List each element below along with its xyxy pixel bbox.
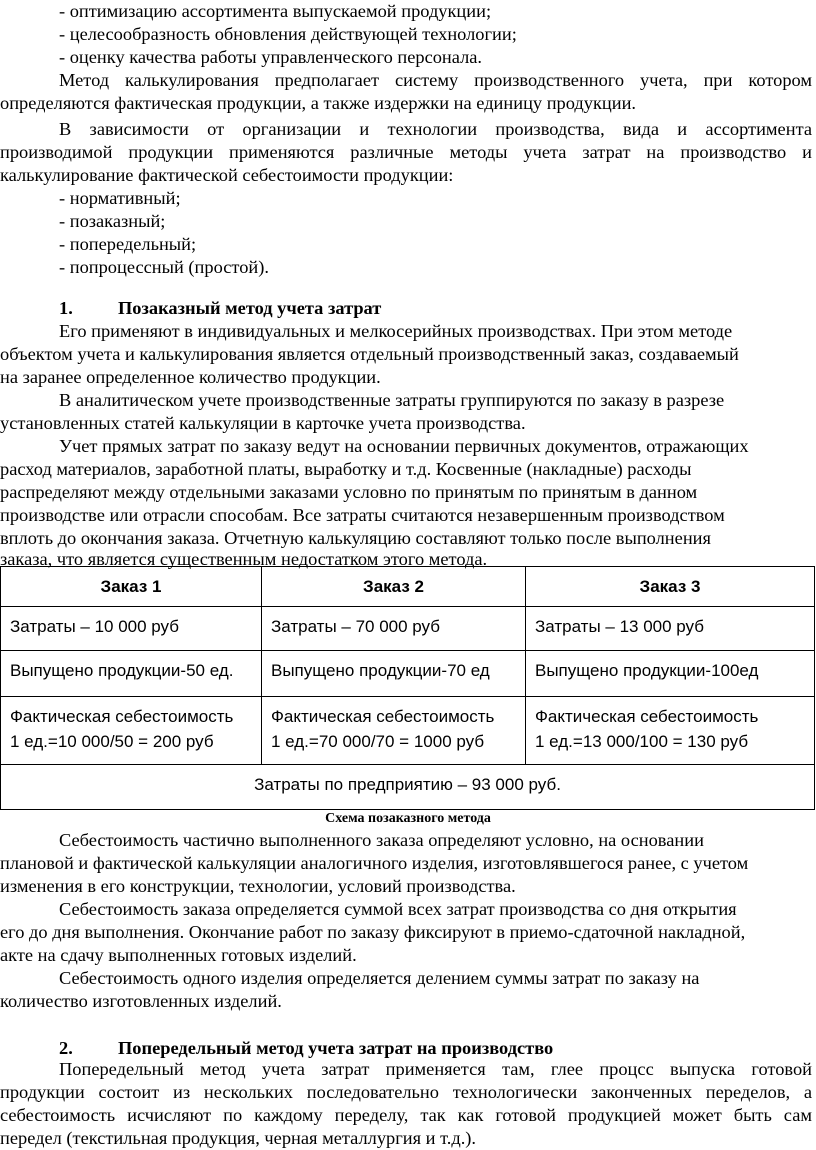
unit-cost-label: Фактическая себестоимость [10, 707, 234, 726]
paragraph-line: вплоть до окончания заказа. Отчетную калькуляцию составляют только после выполнения [0, 528, 711, 548]
paragraph-line: распределяют между отдельными заказами условно по принятым по принятым в данном [0, 482, 698, 502]
paragraph-line: на заранее определенное количество продукции. [0, 367, 381, 387]
order-3-unit-cost [526, 697, 815, 765]
paragraph-line: определяются фактическая продукции, а также издержки на единицу продукции. [0, 93, 637, 113]
method-item: - попередельный; [59, 234, 197, 254]
paragraph-line: Учет прямых затрат по заказу ведут на основании первичных документов, отражающих [59, 436, 749, 456]
order-3-costs: Затраты – 13 000 руб [526, 607, 815, 651]
order-2-costs: Затраты – 70 000 руб [262, 607, 526, 651]
order-2-output: Выпущено продукции-70 ед [262, 651, 526, 697]
intro-item: - оптимизацию ассортимента выпускаемой продукции; [59, 1, 492, 21]
section-number: 1. [59, 298, 73, 318]
paragraph-line: акте на сдачу выполненных готовых изделий. [0, 945, 357, 965]
method-item: - нормативный; [59, 188, 181, 208]
unit-cost-calc: 1 ед.=13 000/100 = 130 руб [535, 732, 749, 751]
paragraph-line: передел (текстильная продукция, черная металлургия и т.д.). [0, 1128, 477, 1148]
paragraph-line: Его применяют в индивидуальных и мелкосерийных производствах. При этом методе [59, 321, 733, 341]
unit-cost-calc: 1 ед.=10 000/50 = 200 руб [10, 732, 214, 751]
orders-schema-table [0, 566, 815, 810]
paragraph-line: его до дня выполнения. Окончание работ по заказу фиксируют в приемо-сдаточной накладной, [0, 922, 746, 942]
paragraph-line: количество изготовленных изделий. [0, 991, 282, 1011]
paragraph-line: Себестоимость заказа определяется суммой всех затрат производства со дня открытия [59, 899, 737, 919]
unit-cost-label: Фактическая себестоимость [271, 707, 495, 726]
paragraph-line: В аналитическом учете производственные затраты группируются по заказу в разрезе [59, 390, 725, 410]
intro-item: - оценку качества работы управленческого персонала. [59, 47, 483, 67]
paragraph-line: расход материалов, заработной платы, выработку и т.д. Косвенные (накладные) расходы [0, 459, 692, 479]
paragraph-line: Попередельный метод учета затрат применяется там, глее процсс выпуска готовой [59, 1059, 812, 1079]
paragraph-line: калькулирование фактической себестоимости продукции: [0, 165, 454, 185]
order-1-output: Выпущено продукции-50 ед. [1, 651, 262, 697]
unit-cost-label: Фактическая себестоимость [535, 707, 759, 726]
order-2-title: Заказ 2 [262, 567, 526, 607]
paragraph-line: Себестоимость частично выполненного заказа определяют условно, на основании [59, 830, 704, 850]
table-row [1, 607, 815, 651]
paragraph-line: установленных статей калькуляции в карточке учета производства. [0, 413, 526, 433]
order-3-title: Заказ 3 [526, 567, 815, 607]
table-caption: Схема позаказного метода [325, 811, 491, 826]
method-item: - позаказный; [59, 211, 166, 231]
enterprise-total: Затраты по предприятию – 93 000 руб. [1, 765, 815, 810]
intro-item: - целесообразность обновления действующей технологии; [59, 24, 517, 44]
method-item: - попроцессный (простой). [59, 257, 269, 277]
paragraph-line: производстве или отрасли способам. Все затраты считаются незавершенным производством [0, 505, 725, 525]
order-1-title: Заказ 1 [1, 567, 262, 607]
paragraph-line: плановой и фактической калькуляции аналогичного изделия, изготовлявшегося ранее, с учетом [0, 853, 749, 873]
order-2-unit-cost [262, 697, 526, 765]
section-title: Попередельный метод учета затрат на производство [118, 1038, 554, 1058]
paragraph-line: производимой продукции применяются различные методы учета затрат на производство и [0, 142, 812, 162]
unit-cost-calc: 1 ед.=70 000/70 = 1000 руб [271, 732, 485, 751]
paragraph-line: заказа, что является существенным недостатком этого метода. [0, 549, 488, 569]
table-row [1, 697, 815, 765]
order-1-unit-cost [1, 697, 262, 765]
section-title: Позаказный метод учета затрат [118, 298, 382, 318]
paragraph-line: изменения в его конструкции, технологии, условий производства. [0, 876, 516, 896]
paragraph-line: себестоимость исчисляют по каждому переделу, так как готовой продукцией может быть сам [0, 1105, 812, 1125]
paragraph-line: продукции состоит из нескольких последовательно технологически законченных переделов, а [0, 1082, 812, 1102]
table-row [1, 765, 815, 810]
table-row [1, 567, 815, 607]
paragraph-line: В зависимости от организации и технологии производства, вида и ассортимента [59, 119, 812, 139]
order-1-costs: Затраты – 10 000 руб [1, 607, 262, 651]
paragraph-line: Метод калькулирования предполагает систему производственного учета, при котором [59, 70, 812, 90]
paragraph-line: Себестоимость одного изделия определяется делением суммы затрат по заказу на [59, 968, 700, 988]
section-number: 2. [59, 1038, 73, 1058]
table-row [1, 651, 815, 697]
order-3-output: Выпущено продукции-100ед [526, 651, 815, 697]
paragraph-line: объектом учета и калькулирования является отдельный производственный заказ, создаваемый [0, 344, 739, 364]
